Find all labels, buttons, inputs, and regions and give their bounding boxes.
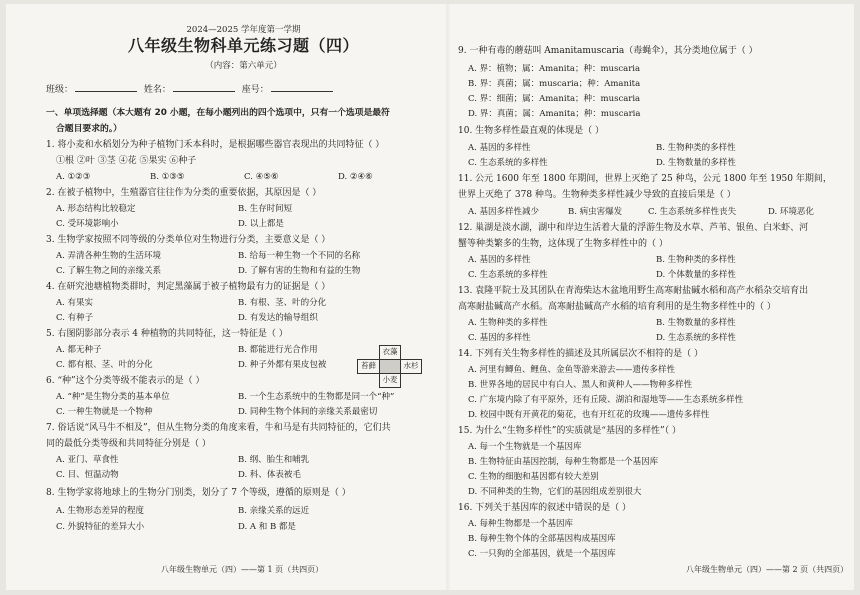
option-b[interactable]: B. 纲、胎生和哺乳: [238, 455, 310, 465]
exam-title: 八年级生物科单元练习题（四）: [127, 36, 359, 55]
question-11: 11. 公元 1600 年至 1800 年期间，世界上灭绝了 25 种鸟，公元 1800 年至 1950 年期间，: [458, 174, 832, 184]
diagram-left: 苔藓: [357, 359, 380, 374]
option-d[interactable]: D. ②④⑥: [338, 172, 373, 182]
option-d[interactable]: D. 校园中既有开黄花的菊花，也有开红花的玫瑰——遗传多样性: [468, 410, 710, 420]
option-d[interactable]: D. 了解有害的生物和有益的生物: [238, 266, 361, 276]
class-label: 班级：: [46, 85, 74, 95]
question-3: 3. 生物学家按照不同等级的分类单位对生物进行分类，主要意义是（ ）: [46, 235, 331, 245]
question-15: 15. 为什么“生物多样性”的实质就是“基因的多样性”（ ）: [458, 426, 681, 436]
option-a[interactable]: A. 基因多样性减少: [468, 207, 540, 217]
question-4: 4. 在研究池塘植物类群时，判定黑藻属于被子植物最有力的证据是（ ）: [46, 282, 331, 292]
option-a[interactable]: A. 有果实: [56, 298, 94, 308]
option-a[interactable]: A. 亚门、草食性: [56, 455, 119, 465]
option-c[interactable]: C. 生物的细胞和基因都有较大差别: [468, 472, 599, 482]
option-c[interactable]: C. 有种子: [56, 313, 94, 323]
option-a[interactable]: A. 基因的多样性: [468, 143, 531, 153]
question-10: 10. 生物多样性最直观的体现是（ ）: [458, 126, 605, 136]
question-12-cont: 蟹等种类繁多的生物，这体现了生物多样性中的（ ）: [458, 239, 668, 249]
question-12: 12. 巢湖是淡水湖，湖中和岸边生活着大量的浮游生物及水草、芦苇、银鱼、白米虾、河: [458, 223, 809, 233]
option-b[interactable]: B. 每种生物个体的全部基因构成基因库: [468, 534, 616, 544]
name-label: 姓名：: [143, 85, 171, 95]
diagram-shaded-center: [379, 359, 401, 374]
option-c[interactable]: C. 受环境影响小: [56, 219, 119, 229]
option-d[interactable]: D. 个体数量的多样性: [656, 270, 736, 280]
option-c[interactable]: C. 目、恒温动物: [56, 470, 119, 480]
question-5: 5. 右图阴影部分表示 4 种植物的共同特征，这一特征是（ ）: [46, 329, 288, 339]
option-b[interactable]: B. 生物数量的多样性: [656, 318, 736, 328]
option-d[interactable]: D. 种子外都有果皮包被: [238, 360, 327, 370]
option-b[interactable]: B. 界：真菌；属：muscaria；种：Amanita: [468, 79, 641, 89]
option-b[interactable]: B. 一个生态系统中的生物都是同一个“种”: [238, 392, 395, 402]
question-11-cont: 世界上灭绝了 378 种鸟。生物种类多样性减少导致的直接后果是（ ）: [458, 190, 736, 200]
option-c[interactable]: C. 生态系统的多样性: [468, 158, 548, 168]
diagram-top: 衣藻: [379, 345, 401, 360]
option-b[interactable]: B. 生物特征由基因控制，每种生物都是一个基因库: [468, 457, 659, 467]
question-6: 6. “种”这个分类等级不能表示的是（ ）: [46, 376, 205, 386]
option-b[interactable]: B. 都能进行光合作用: [238, 345, 318, 355]
question-1: 1. 将小麦和水稻划分为种子植物门禾本科时，是根据哪些器官表现出的共同特征（ ）: [46, 140, 385, 150]
option-c[interactable]: C. 外貌特征的差异大小: [56, 522, 145, 532]
name-blank: [173, 83, 235, 92]
option-a[interactable]: A. 生物形态差异的程度: [56, 506, 145, 516]
option-d[interactable]: D. 科、体表被毛: [238, 470, 301, 480]
option-b[interactable]: B. 世界各地的居民中有白人、黑人和黄种人——物种多样性: [468, 380, 693, 390]
class-blank: [75, 83, 137, 92]
question-13: 13. 袁隆平院士及其团队在青海柴达木盆地用野生高寒耐盐碱水稻和高产水稻杂交培育出: [458, 286, 809, 296]
question-7: 7. 俗话说“风马牛不相及”，但从生物分类的角度来看，牛和马是有共同特征的，它们共: [46, 423, 391, 433]
option-c[interactable]: C. 一只狗的全部基因，就是一个基因库: [468, 549, 616, 559]
question-2: 2. 在被子植物中，生殖器官往往作为分类的重要依据，其原因是（ ）: [46, 188, 322, 198]
option-c[interactable]: C. ④⑤⑥: [244, 172, 279, 182]
question-9: 9. 一种有毒的蘑菇叫 Amanitamuscaria（毒蝇伞），其分类地位属于（ ）: [458, 46, 758, 56]
exam-sheet: [6, 4, 854, 590]
seat-label: 座号：: [241, 85, 269, 95]
option-b[interactable]: B. ①③⑤: [150, 172, 185, 182]
plant-venn-diagram: [357, 345, 421, 387]
option-a[interactable]: A. 每一个生物就是一个基因库: [468, 442, 582, 452]
page-footer: 八年级生物单元（四）——第 1 页（共四页）: [161, 565, 324, 574]
diagram-bottom: 小麦: [379, 373, 401, 388]
question-14: 14. 下列有关生物多样性的描述及其所属层次不相符的是（ ）: [458, 349, 704, 359]
option-a[interactable]: A. “种”是生物分类的基本单位: [56, 392, 170, 402]
option-c[interactable]: C. 基因的多样性: [468, 333, 531, 343]
option-b[interactable]: B. 给每一种生物一个不同的名称: [238, 251, 361, 261]
option-a[interactable]: A. 界：植物；属：Amanita；种：muscaria: [468, 64, 641, 74]
option-a[interactable]: A. ①②③: [56, 172, 91, 182]
page-2: [458, 4, 848, 590]
option-d[interactable]: D. 同种生物个体间的亲缘关系最密切: [238, 407, 378, 417]
option-c[interactable]: C. 生态系统的多样性: [468, 270, 548, 280]
diagram-right: 水杉: [400, 359, 422, 374]
option-c[interactable]: C. 广东境内除了有平原外，还有丘陵、湖泊和湿地等——生态系统多样性: [468, 395, 744, 405]
option-b[interactable]: B. 有根、茎、叶的分化: [238, 298, 327, 308]
student-info-row: [46, 83, 337, 96]
option-a[interactable]: A. 基因的多样性: [468, 255, 531, 265]
option-a[interactable]: A. 每种生物都是一个基因库: [468, 519, 574, 529]
option-b[interactable]: B. 病虫害爆发: [568, 207, 623, 217]
option-d[interactable]: D. 不同种类的生物，它们的基因组成差别很大: [468, 487, 642, 497]
option-b[interactable]: B. 生物种类的多样性: [656, 143, 736, 153]
option-d[interactable]: D. A 和 B 都是: [238, 522, 296, 532]
option-c[interactable]: C. 了解生物之间的亲缘关系: [56, 266, 162, 276]
option-d[interactable]: D. 生物数量的多样性: [656, 158, 736, 168]
option-a[interactable]: A. 形态结构比较稳定: [56, 204, 136, 214]
option-c[interactable]: C. 一种生物就是一个物种: [56, 407, 153, 417]
option-d[interactable]: D. 界：真菌；属：Amanita；种：muscaria: [468, 109, 641, 119]
option-a[interactable]: A. 河里有鲫鱼、鲤鱼、金鱼等游来游去——遗传多样性: [468, 365, 676, 375]
option-c[interactable]: C. 生态系统多样性丧失: [648, 207, 737, 217]
school-year: 2024—2025 学年度第一学期: [186, 25, 301, 35]
section-heading-cont: 合题目要求的。）: [56, 124, 122, 134]
option-d[interactable]: D. 有发达的输导组织: [238, 313, 318, 323]
option-a[interactable]: A. 弄清各种生物的生活环境: [56, 251, 162, 261]
page-fold: [446, 4, 450, 590]
question-16: 16. 下列关于基因库的叙述中错误的是（ ）: [458, 503, 632, 513]
page-footer: 八年级生物单元（四）——第 2 页（共四页）: [686, 565, 849, 574]
option-c[interactable]: C. 都有根、茎、叶的分化: [56, 360, 153, 370]
section-heading: 一、单项选择题（本大题有 20 小题，在每小题列出的四个选项中，只有一个选项是最符: [46, 108, 390, 118]
seat-blank: [271, 83, 333, 92]
question-1-items: ①根 ②叶 ③茎 ④花 ⑤果实 ⑥种子: [56, 156, 197, 166]
option-d[interactable]: D. 以上都是: [238, 219, 284, 229]
option-b[interactable]: B. 亲缘关系的远近: [238, 506, 310, 516]
option-b[interactable]: B. 生物种类的多样性: [656, 255, 736, 265]
option-d[interactable]: D. 环境恶化: [768, 207, 814, 217]
option-b[interactable]: B. 生存时间短: [238, 204, 293, 214]
option-a[interactable]: A. 都无种子: [56, 345, 102, 355]
page-1: [46, 4, 441, 590]
exam-subtitle: （内容：第六单元）: [205, 61, 282, 71]
question-7-cont: 同的最低分类等级和共同特征分别是（ ）: [46, 439, 211, 449]
question-13-cont: 高寒耐盐碱高产水稻。高寒耐盐碱高产水稻的培育利用的是生物多样性中的（ ）: [458, 302, 776, 312]
option-a[interactable]: A. 生物种类的多样性: [468, 318, 548, 328]
question-8: 8. 生物学家将地球上的生物分门别类，划分了 7 个等级，遵循的原则是（ ）: [46, 488, 351, 498]
option-c[interactable]: C. 界：细菌；属：Amanita；种：muscaria: [468, 94, 641, 104]
option-d[interactable]: D. 生态系统的多样性: [656, 333, 736, 343]
